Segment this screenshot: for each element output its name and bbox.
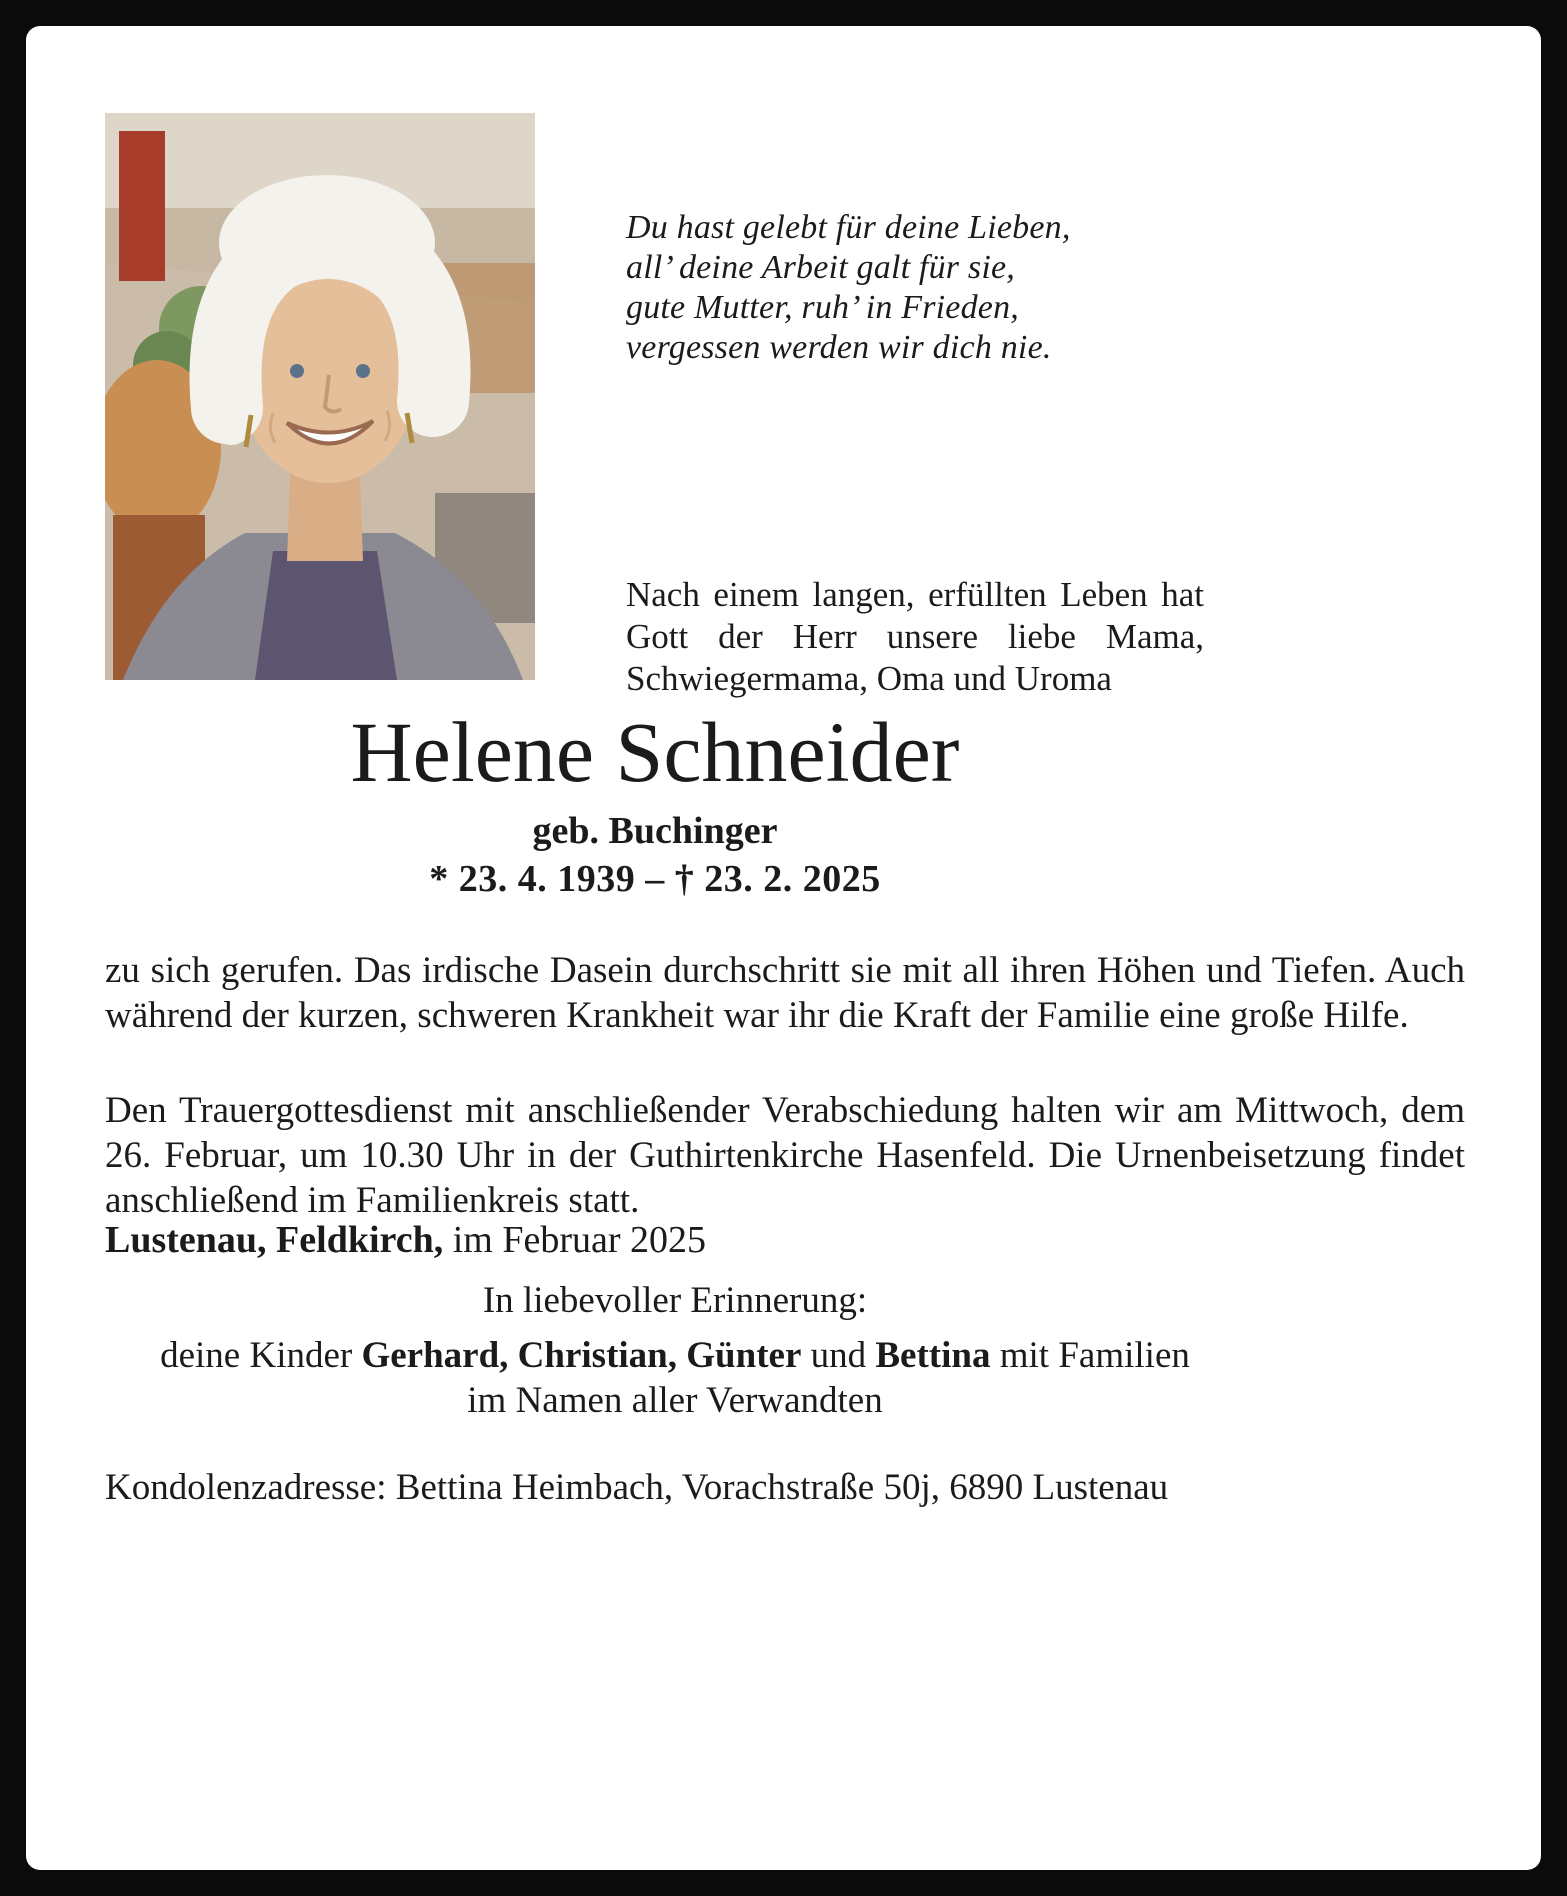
children-prefix: deine Kinder: [160, 1335, 353, 1377]
conjunction: und: [810, 1335, 867, 1377]
poem-line: vergessen werden wir dich nie.: [626, 329, 1052, 367]
body-paragraph-2: Den Trauergottesdienst mit anschließender Verabschiedung halten wir am Mittwoch, dem 26. Februar, um 10.30 Uhr in der Guthirtenkirche Hasenfeld. Die Urnenbeisetzung findet anschließend im Familienkreis statt.: [105, 1090, 1465, 1222]
children-suffix: mit Familien: [999, 1335, 1190, 1377]
relatives-line: im Namen aller Verwandten: [467, 1380, 883, 1422]
child-name: Bettina: [875, 1335, 991, 1377]
deceased-name: Helene Schneider: [350, 704, 960, 800]
poem-line: gute Mutter, ruh’ in Frieden,: [626, 289, 1019, 327]
condolence-line: Kondolenzadresse: Bettina Heimbach, Vorachstraße 50j, 6890 Lustenau: [105, 1467, 1169, 1508]
children-names: Gerhard, Christian, Günter: [361, 1335, 802, 1377]
poem-line: all’ deine Arbeit galt für sie,: [626, 249, 1015, 287]
remembrance-heading: In liebevoller Erinnerung:: [482, 1280, 868, 1321]
children-line: [105, 1333, 1245, 1378]
memorial-poem: [626, 208, 1071, 368]
portrait-photo: [105, 113, 535, 680]
portrait-photo-image: [105, 113, 535, 680]
deceased-name-block: [105, 706, 1205, 901]
body-paragraph-1: zu sich gerufen. Das irdische Dasein durchschritt sie mit all ihren Höhen und Tiefen. Auch während der kurzen, schweren Krankheit war ihr die Kraft der Familie eine große Hilfe.: [105, 950, 1465, 1037]
remembrance-block: [105, 1278, 1245, 1423]
life-dates: * 23. 4. 1939 – † 23. 2. 2025: [429, 857, 881, 900]
issue-date: im Februar 2025: [452, 1219, 706, 1261]
place-names: Lustenau, Feldkirch,: [105, 1219, 444, 1261]
maiden-name: geb. Buchinger: [532, 809, 778, 852]
poem-line: Du hast gelebt für deine Lieben,: [626, 209, 1071, 246]
obituary-card: [26, 26, 1541, 1870]
place-date-line: [105, 1218, 706, 1262]
announcement-intro: Nach einem langen, erfüllten Leben hat Gott der Herr unsere liebe Mama, Schwiegermama, Oma und Uroma: [626, 575, 1204, 698]
